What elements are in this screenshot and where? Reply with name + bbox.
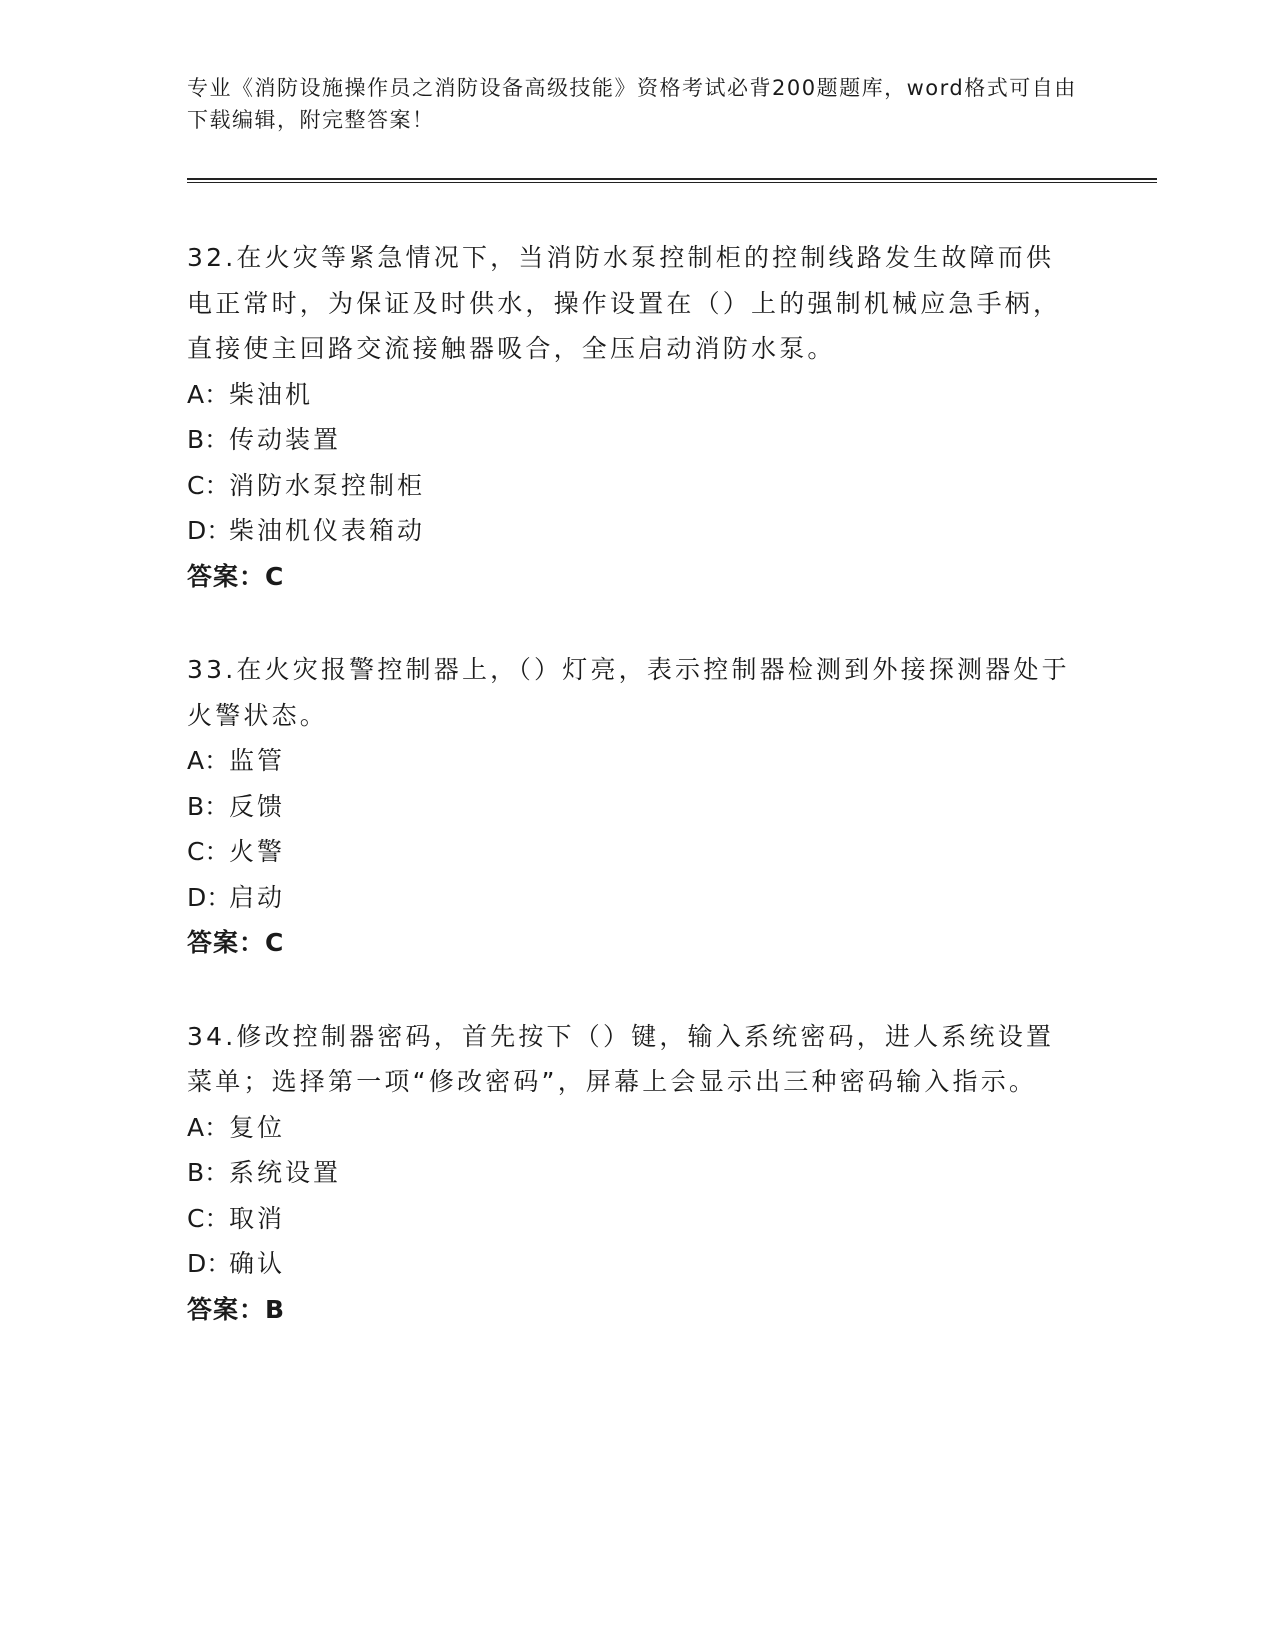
- question-stem: 34.修改控制器密码，首先按下（）键，输入系统密码，进人系统设置菜单；选择第一项“修改密码”，屏幕上会显示出三种密码输入指示。: [187, 1021, 1055, 1096]
- option-a: [187, 372, 1087, 418]
- option-d: [187, 508, 1087, 554]
- option-text: 复位: [229, 1112, 286, 1142]
- header-text: 专业《消防设施操作员之消防设备高级技能》资格考试必背200题题库，word格式可自由下载编辑，附完整答案！: [187, 76, 1077, 132]
- document-header: [187, 72, 1087, 136]
- option-text: 监管: [229, 746, 286, 775]
- option-text: 柴油机: [229, 379, 314, 409]
- option-letter: C：: [187, 837, 230, 866]
- question-list: [187, 235, 1087, 1380]
- option-text: 火警: [229, 837, 286, 866]
- answer-line: 答案：C: [187, 928, 285, 957]
- question-stem: 32.在火灾等紧急情况下，当消防水泵控制柜的控制线路发生故障而供电正常时，为保证及时供水，操作设置在（）上的强制机械应急手柄，直接使主回路交流接触器吸合，全压启动消防水泵。: [187, 243, 1062, 363]
- option-letter: A：: [187, 746, 230, 775]
- divider-line-thin: [187, 182, 1157, 183]
- option-letter: C：: [187, 1203, 230, 1233]
- option-text: 消防水泵控制柜: [229, 470, 426, 500]
- question-stem: 33.在火灾报警控制器上，（）灯亮，表示控制器检测到外接探测器处于火警状态。: [187, 655, 1070, 730]
- option-b: [187, 1150, 1087, 1196]
- option-d: [187, 875, 1087, 921]
- option-b: [187, 784, 1087, 830]
- question-33: [187, 647, 1087, 966]
- option-letter: D：: [187, 1249, 232, 1278]
- option-text: 柴油机仪表箱动: [229, 516, 426, 545]
- question-34: [187, 1014, 1087, 1333]
- option-c: [187, 1196, 1087, 1242]
- option-letter: B：: [187, 1158, 230, 1187]
- option-b: [187, 417, 1087, 463]
- option-c: [187, 463, 1087, 509]
- answer-line: 答案：B: [187, 1294, 286, 1324]
- option-text: 反馈: [229, 791, 286, 821]
- option-letter: B：: [187, 425, 230, 454]
- option-text: 系统设置: [229, 1158, 342, 1187]
- header-divider: [187, 178, 1157, 184]
- question-32: [187, 235, 1087, 599]
- option-letter: A：: [187, 379, 230, 409]
- option-d: [187, 1241, 1087, 1287]
- option-letter: B：: [187, 791, 230, 821]
- option-a: [187, 738, 1087, 784]
- divider-line-thick: [187, 178, 1157, 180]
- option-a: [187, 1105, 1087, 1151]
- answer-line: 答案：C: [187, 561, 285, 591]
- option-letter: A：: [187, 1112, 230, 1142]
- option-letter: D：: [187, 882, 232, 912]
- option-text: 确认: [229, 1249, 286, 1278]
- option-text: 传动装置: [229, 425, 342, 454]
- option-c: [187, 829, 1087, 875]
- option-text: 启动: [229, 882, 286, 912]
- option-text: 取消: [229, 1203, 286, 1233]
- option-letter: D：: [187, 516, 232, 545]
- option-letter: C：: [187, 470, 230, 500]
